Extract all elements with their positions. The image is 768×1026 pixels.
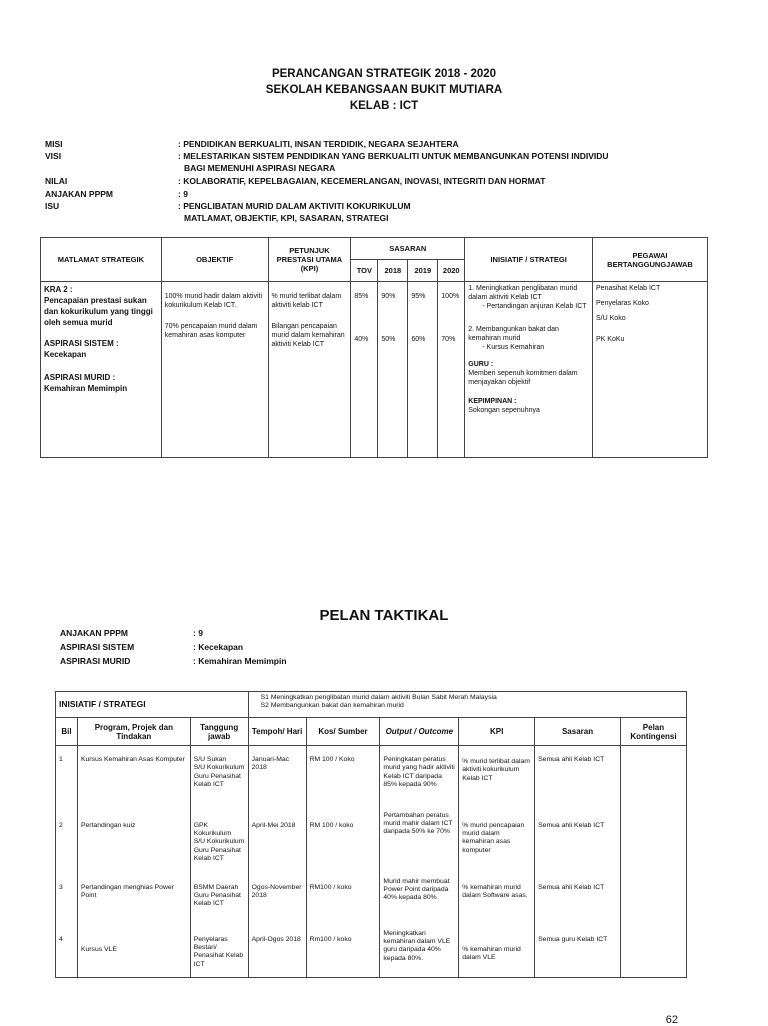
meta-label: ASPIRASI SISTEM: [60, 642, 135, 652]
col-2018: 2018: [378, 260, 408, 282]
cell-bil: 1: [56, 746, 78, 812]
cell-tempoh: April-Ogos 2018: [248, 930, 306, 978]
page-number: 62: [665, 1014, 678, 1026]
meta-value: : PENGLIBATAN MURID DALAM AKTIVITI KOKURIKULUM: [178, 201, 411, 211]
cell-kpi: % kemahiran murid dalam VLE: [459, 930, 535, 978]
th-bil: Bil: [56, 718, 78, 746]
objektif-cell: [161, 282, 268, 458]
cell-kos: RM100 / koko: [306, 878, 380, 930]
aspirasi-murid-label: ASPIRASI MURID :: [44, 373, 116, 382]
inisiatif-item2: 2. Membangunkan bakat dan kemahiran murid: [468, 326, 559, 342]
matlamat-cell: [41, 282, 162, 458]
cell-kos: RM 100 / koko: [306, 812, 380, 878]
cell-kos: Rm100 / koko: [306, 930, 380, 978]
meta-label: ANJAKAN PPPM: [60, 628, 129, 638]
meta-value: : Kecekapan: [193, 642, 244, 652]
col-2020: 2020: [438, 260, 465, 282]
cell-output: Pertambahan peratus murid mahir dalam ICT daripada 50% ke 70%: [380, 812, 459, 878]
kpi-2: Bilangan pencapaian murid dalam kemahiran aktiviti Kelab ICT: [271, 323, 345, 348]
s2019-2: 60%: [411, 336, 426, 343]
table-row: [56, 746, 687, 812]
tov-1: 85%: [354, 293, 369, 300]
cell-pelan: [620, 878, 686, 930]
meta-value: : MELESTARIKAN SISTEM PENDIDIKAN YANG BERKUALITI UNTUK MEMBANGUNKAN POTENSI INDIVIDU: [178, 151, 609, 161]
col-kpi: PETUNJUK PRESTASI UTAMA (KPI): [268, 238, 351, 282]
th-pelan: Pelan Kontingensi: [620, 718, 686, 746]
th-output: Output / Outcome: [380, 718, 459, 746]
col-matlamat: MATLAMAT STRATEGIK: [41, 238, 162, 282]
col-tov: TOV: [351, 260, 378, 282]
cell-program: Kursus Kemahiran Asas Komputer: [77, 746, 190, 812]
kpi-cell: [268, 282, 351, 458]
kra-label: KRA 2 :: [44, 285, 73, 294]
cell-bil: 4: [56, 930, 78, 978]
col-2019: 2019: [408, 260, 438, 282]
cell-kpi: % kemahiran murid dalam Software asas.: [459, 878, 535, 930]
inisiatif-label-cell: [56, 692, 249, 718]
inisiatif-item1: 1. Meningkatkan penglibatan murid dalam aktiviti Kelab ICT: [468, 285, 578, 301]
kepimpinan-text: Sokongan sepenuhnya: [468, 407, 540, 414]
objektif-2: 70% pencapaian murid dalam kemahiran asas komputer: [164, 323, 258, 339]
meta-label: ANJAKAN PPPM: [45, 189, 114, 199]
cell-sasaran: Semua ahli Kelab ICT: [535, 746, 621, 812]
th-sasaran: Sasaran: [535, 718, 621, 746]
th-tempoh: Tempoh/ Hari: [248, 718, 306, 746]
cell-tanggung: GPK Kokurikulum S/U Kokurikulum Guru Penasihat Kelab ICT: [190, 812, 248, 878]
doc-title-line1: PERANCANGAN STRATEGIK 2018 - 2020: [271, 68, 497, 80]
inisiatif-s2: S2 Membangunkan bakat dan kemahiran murid: [260, 702, 404, 710]
cell-sasaran: Semua guru Kelab ICT: [535, 930, 621, 978]
meta-value: : PENDIDIKAN BERKUALITI, INSAN TERDIDIK, NEGARA SEJAHTERA: [178, 139, 459, 149]
meta-label: MISI: [45, 139, 63, 149]
s2019-cell: [408, 282, 438, 458]
inisiatif-item1-sub: - Pertandingan anjuran Kelab ICT: [482, 303, 587, 310]
guru-text: Memberi sepenuh komitmen dalam menjayakan objektif: [468, 370, 578, 386]
col-pegawai: PEGAWAI BERTANGGUNGJAWAB: [593, 238, 708, 282]
taktikal-table: [55, 691, 687, 978]
inisiatif-label: INISIATIF / STRATEGI: [59, 699, 146, 710]
objektif-1: 100% murid hadir dalam aktiviti kokurikulum Kelab ICT.: [164, 293, 263, 309]
cell-output: Murid mahir membuat Power Point daripada 40% kepada 80%: [380, 878, 459, 930]
th-tanggung: Tanggung jawab: [190, 718, 248, 746]
tov-cell: [351, 282, 378, 458]
th-kpi: KPI: [459, 718, 535, 746]
meta-value: BAGI MEMENUHI ASPIRASI NEGARA: [184, 163, 336, 173]
s2019-1: 95%: [411, 293, 426, 300]
cell-tanggung: S/U Sukan S/U Kokurikulum Guru Penasihat Kelab ICT: [190, 746, 248, 812]
kepimpinan-label: KEPIMPINAN :: [468, 398, 517, 405]
meta-label: NILAI: [45, 176, 68, 186]
cell-program: Pertandingan kuiz: [77, 812, 190, 878]
s2020-cell: [438, 282, 465, 458]
aspirasi-sistem-label: ASPIRASI SISTEM :: [44, 339, 119, 348]
meta-label: VISI: [45, 151, 62, 161]
tov-2: 40%: [354, 336, 369, 343]
kpi-1: % murid terlibat dalam aktiviti kelab ICT: [271, 293, 342, 309]
cell-pelan: [620, 930, 686, 978]
pegawai-4: PK KoKu: [596, 336, 625, 343]
s2018-1: 90%: [381, 293, 396, 300]
cell-pelan: [620, 746, 686, 812]
pegawai-2: Penyelaras Koko: [596, 300, 649, 307]
table-row: [56, 878, 687, 930]
s2020-1: 100%: [441, 293, 460, 300]
meta-label: ISU: [45, 201, 60, 211]
doc-title-line2: SEKOLAH KEBANGSAAN BUKIT MUTIARA: [265, 84, 503, 96]
meta-value: : 9: [178, 189, 188, 199]
pegawai-3: S/U Koko: [596, 315, 626, 322]
cell-bil: 2: [56, 812, 78, 878]
s2020-2: 70%: [441, 336, 456, 343]
cell-output: Meningkatkan kemahiran dalam VLE guru daripada 40% kepada 80%.: [380, 930, 459, 978]
inisiatif-text-cell: [248, 692, 686, 718]
cell-kpi: % murid terlibat dalam aktiviti kokurikulum Kelab ICT: [459, 746, 535, 812]
cell-kos: RM 100 / Koko: [306, 746, 380, 812]
cell-tempoh: Ogos-November 2018: [248, 878, 306, 930]
th-program: Program, Projek dan Tindakan: [77, 718, 190, 746]
cell-kpi: % murid pencapaian murid dalam kemahiran asas komputer: [459, 812, 535, 878]
guru-label: GURU :: [468, 361, 494, 368]
s2018-2: 50%: [381, 336, 396, 343]
aspirasi-murid-value: Kemahiran Memimpin: [44, 384, 128, 393]
inisiatif-item2-sub: - Kursus Kemahiran: [482, 344, 545, 351]
aspirasi-sistem-value: Kecekapan: [44, 350, 87, 359]
inisiatif-s1: S1 Meningkatkan penglibatan murid dalam aktiviti Bulan Sabit Merah Malaysia: [260, 694, 497, 701]
pegawai-cell: [593, 282, 708, 458]
meta-value: MATLAMAT, OBJEKTIF, KPI, SASARAN, STRATEGI: [184, 213, 389, 223]
strategic-table: [40, 237, 708, 458]
cell-bil: 3: [56, 878, 78, 930]
meta-value: : KOLABORATIF, KEPELBAGAIAN, KECEMERLANGAN, INOVASI, INTEGRITI DAN HORMAT: [178, 176, 546, 186]
inisiatif-cell: [465, 282, 593, 458]
cell-pelan: [620, 812, 686, 878]
s2018-cell: [378, 282, 408, 458]
meta-value: : 9: [193, 628, 203, 638]
cell-output: Peningkatan peratus murid yang hadir aktiviti Kelab ICT daripada 85% kepada 90%: [380, 746, 459, 812]
cell-tempoh: Januari-Mac 2018: [248, 746, 306, 812]
cell-sasaran: Semua ahli Kelab ICT: [535, 812, 621, 878]
table-row: [56, 930, 687, 978]
cell-tanggung: BSMM Daerah Guru Penasihat Kelab ICT: [190, 878, 248, 930]
col-sasaran: SASARAN: [351, 238, 465, 260]
cell-tempoh: April-Mei 2018: [248, 812, 306, 878]
pegawai-1: Penasihat Kelab ICT: [596, 285, 661, 292]
cell-sasaran: Semua ahli Kelab ICT: [535, 878, 621, 930]
col-objektif: OBJEKTIF: [161, 238, 268, 282]
cell-program: Kursus VLE: [77, 930, 190, 978]
meta-value: : Kemahiran Memimpin: [193, 656, 287, 666]
kra-text: Pencapaian prestasi sukan dan kokurikulum yang tinggi oleh semua murid: [44, 296, 153, 327]
col-inisiatif: INISIATIF / STRATEGI: [465, 238, 593, 282]
doc-title-line3: KELAB : ICT: [349, 100, 419, 112]
cell-program: Pertandingan menghias Power Point: [77, 878, 190, 930]
cell-tanggung: Penyelaras Bestari/ Penasihat Kelab ICT: [190, 930, 248, 978]
meta-label: ASPIRASI MURID: [60, 656, 131, 666]
table-row: [56, 812, 687, 878]
taktikal-title: PELAN TAKTIKAL: [319, 607, 449, 624]
th-kos: Kos/ Sumber: [306, 718, 380, 746]
